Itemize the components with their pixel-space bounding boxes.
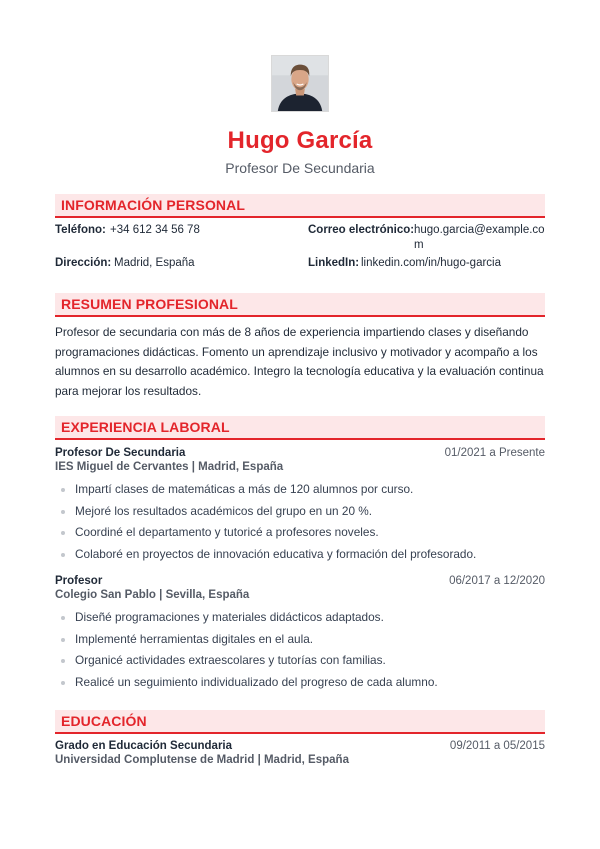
profile-photo <box>271 55 329 112</box>
job-bullet: Realicé un seguimiento individualizado del progreso de cada alumno. <box>59 674 539 696</box>
section-header-education <box>55 710 545 734</box>
address-value: Madrid, España <box>114 257 195 269</box>
linkedin-value: linkedin.com/in/hugo-garcia <box>361 257 501 269</box>
phone-label: Teléfono: <box>55 224 106 236</box>
linkedin-label: LinkedIn: <box>308 257 360 269</box>
email-label: Correo electrónico: <box>308 224 415 236</box>
job-bullet: Impartí clases de matemáticas a más de 120 alumnos por curso. <box>59 481 539 503</box>
address-label: Dirección: <box>55 257 112 269</box>
summary-text: Profesor de secundaria con más de 8 años de experiencia impartiendo clases y diseñando programaciones didácticas. Fomento un aprendizaje inclusivo y motivador y acompaño a los alumnos en su desarrollo académico. Integro la tecnología educativa y la evaluación continua para mejorar los resultados. <box>55 325 544 398</box>
phone-value: +34 612 34 56 78 <box>110 224 200 236</box>
section-title-personal: INFORMACIÓN PERSONAL <box>61 197 245 213</box>
section-header-experience <box>55 416 545 440</box>
job-bullet: Implementé herramientas digitales en el aula. <box>59 631 539 653</box>
section-header-summary <box>55 293 545 317</box>
email-value-line1: hugo.garcia@example.co <box>414 224 545 236</box>
job-bullet: Colaboré en proyectos de innovación educativa y formación del profesorado. <box>59 546 539 568</box>
education-dates: 09/2011 a 05/2015 <box>449 740 545 752</box>
email-value-line2: m <box>414 239 424 251</box>
section-title-education: EDUCACIÓN <box>61 713 147 729</box>
job-title: Profesor De Secundaria <box>55 447 186 459</box>
job-bullet-list <box>59 481 539 568</box>
education-degree: Grado en Educación Secundaria <box>55 740 233 752</box>
job-bullet: Diseñé programaciones y materiales didácticos adaptados. <box>59 609 539 631</box>
job-bullet: Organicé actividades extraescolares y tutorías con familias. <box>59 652 539 674</box>
candidate-name: Hugo García <box>227 127 373 154</box>
section-title-experience: EXPERIENCIA LABORAL <box>61 419 230 435</box>
job-dates: 06/2017 a 12/2020 <box>449 575 545 587</box>
job-title: Profesor <box>55 575 103 587</box>
job-dates: 01/2021 a Presente <box>444 447 545 459</box>
job-bullet: Mejoré los resultados académicos del grupo en un 20 %. <box>59 503 539 525</box>
section-title-summary: RESUMEN PROFESIONAL <box>61 296 238 312</box>
education-school: Universidad Complutense de Madrid | Madrid, España <box>55 754 349 766</box>
job-bullet-list <box>59 609 539 696</box>
job-company: IES Miguel de Cervantes | Madrid, España <box>55 461 284 473</box>
person-photo-icon <box>272 56 328 111</box>
job-company: Colegio San Pablo | Sevilla, España <box>55 589 250 601</box>
section-header-personal <box>55 194 545 218</box>
candidate-role: Profesor De Secundaria <box>225 160 375 176</box>
job-bullet: Coordiné el departamento y tutoricé a profesores noveles. <box>59 524 539 546</box>
